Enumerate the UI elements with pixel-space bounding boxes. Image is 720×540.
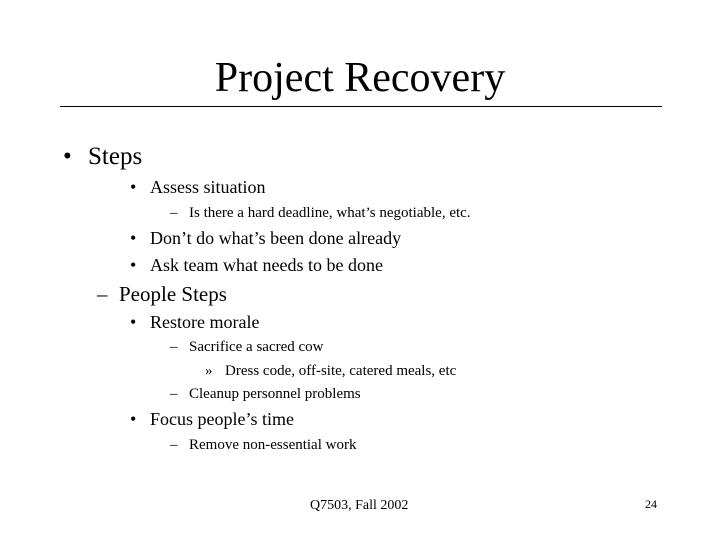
bullet-marker: •	[130, 177, 137, 197]
bullet-text: Is there a hard deadline, what’s negotiable, etc.	[189, 205, 471, 221]
bullet-text: Restore morale	[150, 312, 260, 332]
bullet-text: Dress code, off-site, catered meals, etc	[225, 363, 457, 379]
bullet-text: People Steps	[119, 282, 227, 306]
bullet-text: Ask team what needs to be done	[150, 255, 383, 275]
bullet-dont-redo	[130, 227, 401, 249]
bullet-ask-team	[130, 254, 383, 276]
bullet-marker: •	[130, 228, 137, 248]
bullet-text: Cleanup personnel problems	[189, 386, 361, 402]
bullet-marker: •	[130, 409, 137, 429]
bullet-cleanup-personnel	[170, 385, 361, 403]
bullet-marker: –	[170, 339, 178, 355]
bullet-marker: –	[170, 437, 178, 453]
bullet-text: Steps	[88, 143, 143, 170]
slide-title: Project Recovery	[214, 55, 506, 101]
bullet-restore-morale	[130, 311, 259, 333]
bullet-marker: »	[205, 363, 213, 379]
bullet-sacred-cow	[170, 338, 324, 356]
bullet-text: Sacrifice a sacred cow	[189, 339, 324, 355]
bullet-marker: –	[170, 386, 178, 402]
bullet-text: Assess situation	[150, 177, 266, 197]
slide-footer: Q7503, Fall 2002	[310, 498, 409, 513]
bullet-assess-situation	[130, 176, 266, 198]
bullet-marker: –	[170, 205, 178, 221]
title-divider	[60, 106, 662, 107]
bullet-dress-code	[205, 362, 456, 380]
bullet-text: Don’t do what’s been done already	[150, 228, 402, 248]
bullet-text: Focus people’s time	[150, 409, 294, 429]
bullet-text: Remove non-essential work	[189, 437, 357, 453]
bullet-remove-work	[170, 436, 356, 454]
page-number: 24	[645, 497, 657, 511]
bullet-marker: •	[130, 255, 137, 275]
bullet-steps	[63, 143, 142, 171]
bullet-marker: –	[97, 282, 108, 306]
bullet-marker: •	[63, 143, 72, 170]
bullet-focus-time	[130, 408, 294, 430]
bullet-hard-deadline	[170, 204, 471, 222]
bullet-people-steps	[97, 282, 227, 306]
bullet-marker: •	[130, 312, 137, 332]
